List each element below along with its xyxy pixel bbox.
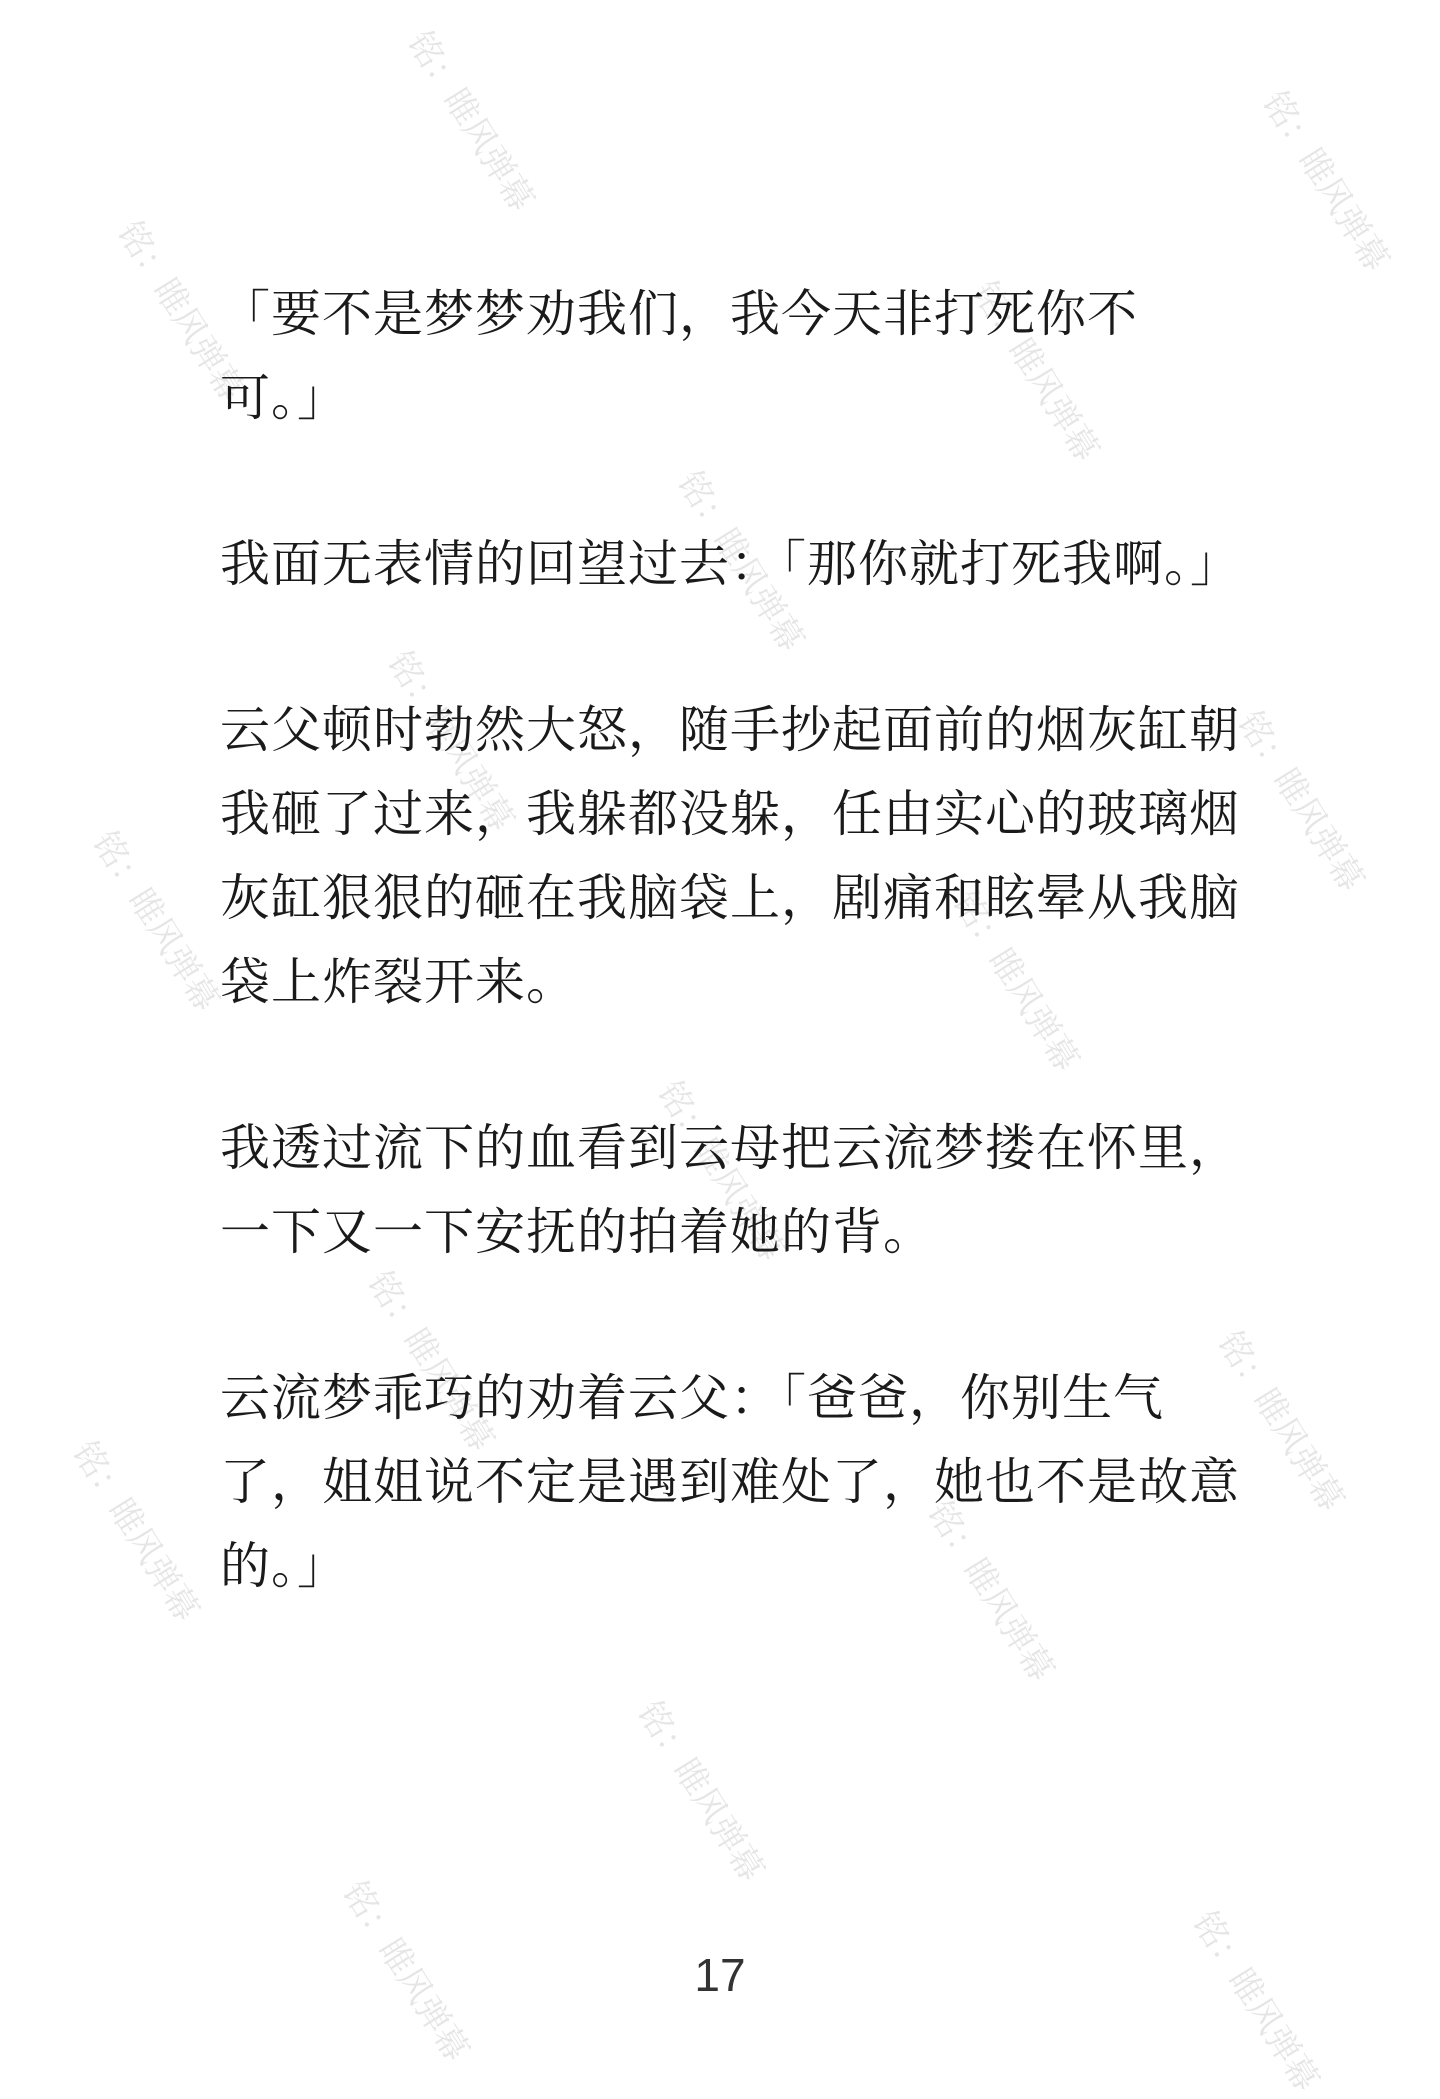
paragraph: 云父顿时勃然大怒，随手抄起面前的烟灰缸朝我砸了过来，我躲都没躲，任由实心的玻璃烟灰缸狠狠的砸在我脑袋上，剧痛和眩晕从我脑袋上炸裂开来。 <box>220 701 1240 1011</box>
watermark: 铭：睢风弹幕 <box>919 1494 1062 1689</box>
watermark: 铭：睢风弹幕 <box>944 884 1087 1079</box>
watermark: 铭：睢风弹幕 <box>379 644 522 839</box>
watermark: 铭：睢风弹幕 <box>1209 1324 1352 1519</box>
watermark: 铭：睢风弹幕 <box>669 464 812 659</box>
paragraph: 「要不是梦梦劝我们，我今天非打死你不可。」 <box>220 285 1138 427</box>
page-number: 17 <box>694 1949 746 2001</box>
paragraph: 我透过流下的血看到云母把云流梦搂在怀里，一下又一下安抚的拍着她的背。 <box>220 1119 1240 1261</box>
watermark: 铭：睢风弹幕 <box>84 824 227 1019</box>
paragraph: 我面无表情的回望过去：「那你就打死我啊。」 <box>220 535 1241 593</box>
watermark: 铭：睢风弹幕 <box>359 1264 502 1459</box>
watermark: 铭：睢风弹幕 <box>334 1874 477 2069</box>
watermark: 铭：睢风弹幕 <box>399 24 542 219</box>
paragraph: 云流梦乖巧的劝着云父：「爸爸，你别生气了，姐姐说不定是遇到难处了，她也不是故意的。」 <box>220 1369 1240 1595</box>
body-text <box>220 272 1240 1690</box>
watermark: 铭：睢风弹幕 <box>64 1434 207 1629</box>
watermark: 铭：睢风弹幕 <box>649 1074 792 1269</box>
watermark: 铭：睢风弹幕 <box>1254 84 1397 279</box>
watermark: 铭：睢风弹幕 <box>1184 1904 1327 2099</box>
watermark: 铭：睢风弹幕 <box>629 1694 772 1889</box>
watermark: 铭：睢风弹幕 <box>964 274 1107 469</box>
watermark: 铭：睢风弹幕 <box>109 214 252 409</box>
watermark: 铭：睢风弹幕 <box>1229 704 1372 899</box>
